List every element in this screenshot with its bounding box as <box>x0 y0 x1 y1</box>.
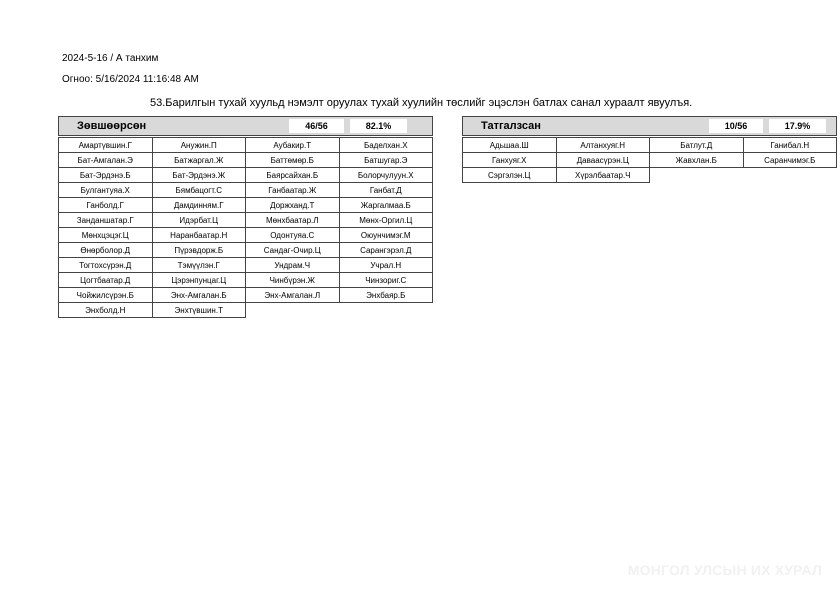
member-name-cell: Чойжилсүрэн.Б <box>58 287 153 303</box>
member-name-cell: Наранбаатар.Н <box>152 227 247 243</box>
member-name-cell: Бат-Эрдэнэ.Ж <box>152 167 247 183</box>
member-name-cell: Мөнхбаатар.Л <box>245 212 340 228</box>
member-name-cell: Аубакир.Т <box>245 137 340 153</box>
yes-votes-grid <box>58 137 433 317</box>
member-name-cell: Болорчулуун.Х <box>339 167 434 183</box>
member-name-cell: Сарангэрэл.Д <box>339 242 434 258</box>
member-name-cell: Доржханд.Т <box>245 197 340 213</box>
member-name-cell: Булгантуяа.Х <box>58 182 153 198</box>
member-name-cell: Алтанхуяг.Н <box>556 137 651 153</box>
member-name-cell: Ундрам.Ч <box>245 257 340 273</box>
vote-timestamp: Огноо: 5/16/2024 11:16:48 AM <box>62 74 199 85</box>
member-name-cell: Ганхуяг.Х <box>462 152 557 168</box>
member-name-cell: Бат-Эрдэнэ.Б <box>58 167 153 183</box>
member-name-cell: Мөнхцэцэг.Ц <box>58 227 153 243</box>
member-name-cell: Сандаг-Очир.Ц <box>245 242 340 258</box>
member-name-cell: Баярсайхан.Б <box>245 167 340 183</box>
member-name-cell: Дамдинням.Г <box>152 197 247 213</box>
no-votes-percent: 17.9% <box>769 119 826 133</box>
member-name-cell: Учрал.Н <box>339 257 434 273</box>
member-name-cell: Чинбүрэн.Ж <box>245 272 340 288</box>
member-name-cell: Занданшатар.Г <box>58 212 153 228</box>
member-name-cell: Одонтуяа.С <box>245 227 340 243</box>
member-name-cell: Оюунчимэг.М <box>339 227 434 243</box>
member-name-cell: Энх-Амгалан.Л <box>245 287 340 303</box>
member-name-cell: Энхтүвшин.Т <box>152 302 247 318</box>
member-name-cell: Цэрэнпунцаг.Ц <box>152 272 247 288</box>
member-name-cell: Энхбаяр.Б <box>339 287 434 303</box>
member-name-cell: Мөнх-Оргил.Ц <box>339 212 434 228</box>
member-name-cell: Бямбацогт.С <box>152 182 247 198</box>
member-name-cell: Адьшаа.Ш <box>462 137 557 153</box>
member-name-cell: Бат-Амгалан.Э <box>58 152 153 168</box>
member-name-cell: Батжаргал.Ж <box>152 152 247 168</box>
yes-votes-count: 46/56 <box>289 119 344 133</box>
no-votes-header <box>462 116 837 136</box>
member-name-cell: Анужин.П <box>152 137 247 153</box>
no-votes-title: Татгалзсан <box>481 120 541 132</box>
member-name-cell: Жаргалмаа.Б <box>339 197 434 213</box>
member-name-cell: Хүрэлбаатар.Ч <box>556 167 651 183</box>
member-name-cell: Ганибал.Н <box>743 137 838 153</box>
yes-votes-panel <box>58 116 433 317</box>
member-name-cell: Батлут.Д <box>649 137 744 153</box>
member-name-cell: Ганболд.Г <box>58 197 153 213</box>
no-votes-count: 10/56 <box>709 119 763 133</box>
no-votes-grid <box>462 137 837 182</box>
member-name-cell: Идэрбат.Ц <box>152 212 247 228</box>
member-name-cell: Ганбаатар.Ж <box>245 182 340 198</box>
member-name-cell: Ганбат.Д <box>339 182 434 198</box>
no-votes-panel <box>462 116 837 182</box>
member-name-cell: Тэмүүлэн.Г <box>152 257 247 273</box>
watermark: МОНГОЛ УЛСЫН ИХ ХУРАЛ <box>627 562 822 578</box>
member-name-cell: Батшугар.Э <box>339 152 434 168</box>
member-name-cell: Даваасүрэн.Ц <box>556 152 651 168</box>
member-name-cell: Пүрэвдорж.Б <box>152 242 247 258</box>
member-name-cell: Баделхан.Х <box>339 137 434 153</box>
member-name-cell: Чинзориг.С <box>339 272 434 288</box>
yes-votes-title: Зөвшөөрсөн <box>77 120 147 132</box>
member-name-cell: Тогтохсүрэн.Д <box>58 257 153 273</box>
yes-votes-percent: 82.1% <box>350 119 407 133</box>
yes-votes-header <box>58 116 433 136</box>
member-name-cell: Амартүвшин.Г <box>58 137 153 153</box>
motion-title: 53.Барилгын тухай хуульд нэмэлт оруулах тухай хуулийн төслийг эцэслэн батлах санал хураалт явуулъя. <box>150 97 693 109</box>
member-name-cell: Сэргэлэн.Ц <box>462 167 557 183</box>
member-name-cell: Цогтбаатар.Д <box>58 272 153 288</box>
member-name-cell: Өнөрболор.Д <box>58 242 153 258</box>
member-name-cell: Энх-Амгалан.Б <box>152 287 247 303</box>
member-name-cell: Энхболд.Н <box>58 302 153 318</box>
session-label: 2024-5-16 / А танхим <box>62 53 159 64</box>
member-name-cell: Баттөмөр.Б <box>245 152 340 168</box>
member-name-cell: Саранчимэг.Б <box>743 152 838 168</box>
member-name-cell: Жавхлан.Б <box>649 152 744 168</box>
